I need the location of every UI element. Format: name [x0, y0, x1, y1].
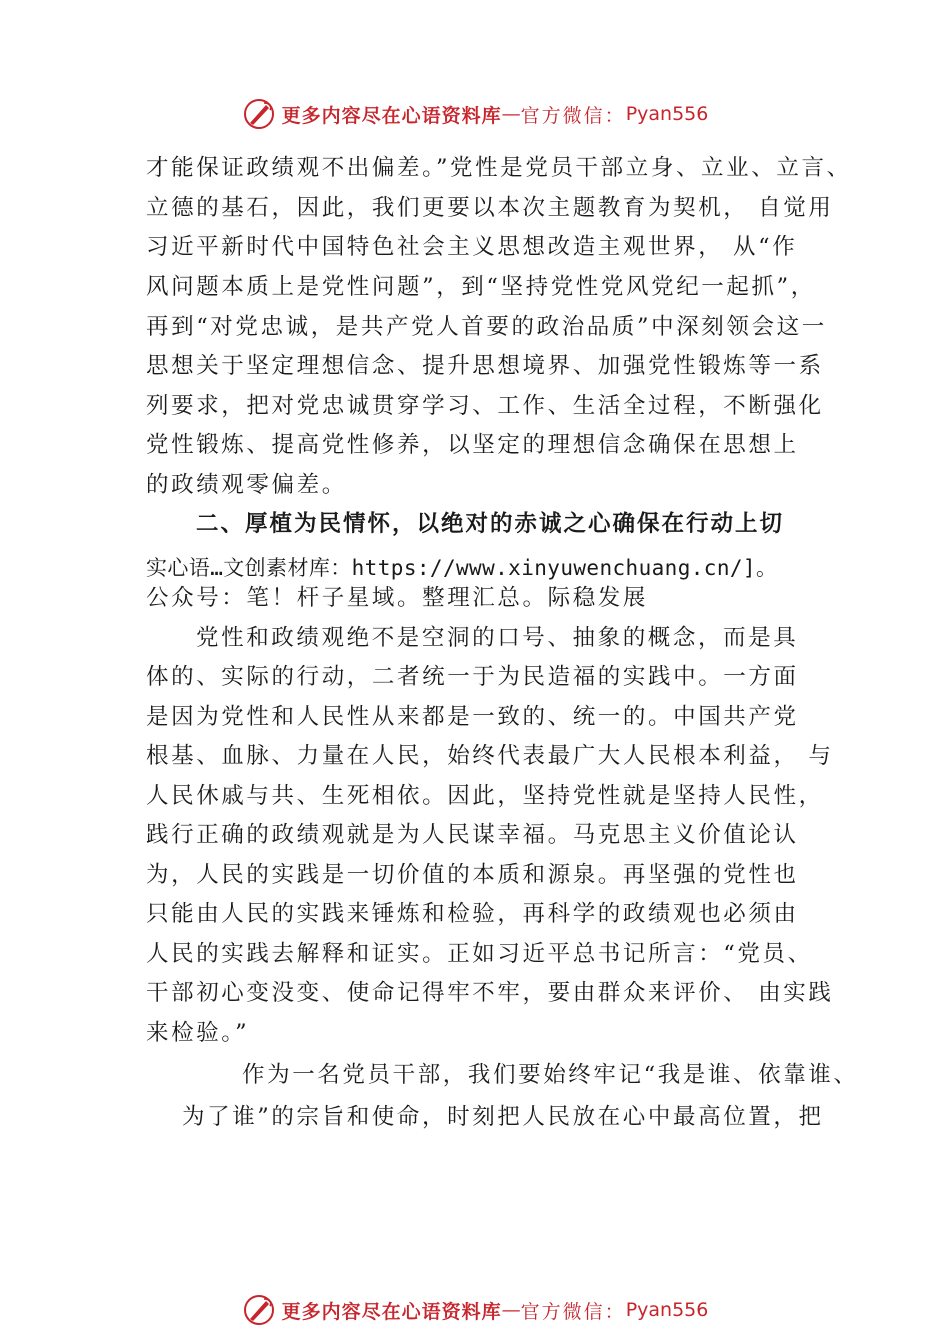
banner-brand: 更多内容尽在心语资料库	[281, 104, 502, 127]
text-line: 作为一名党员干部，我们要始终牢记“我是谁、依靠谁、	[242, 1062, 859, 1088]
quill-logo-icon	[242, 1293, 276, 1327]
text-line: 的政绩观零偏差。	[146, 472, 347, 498]
text-line: 风问题本质上是党性问题”，到“坚持党性党风党纪一起抓”，	[146, 274, 816, 300]
banner-account: Pyan556	[625, 103, 709, 125]
section-heading: 二、厚植为民情怀，以绝对的赤诚之心确保在行动上切	[196, 511, 785, 537]
banner-wechat-label: 官方微信：	[520, 104, 626, 127]
footer-watermark	[0, 1290, 950, 1330]
text-line: 人民的实践去解释和证实。正如习近平总书记所言：“党员、	[146, 941, 813, 967]
text-line: 党性锻炼、提高党性修养，以坚定的理想信念确保在思想上	[146, 432, 799, 458]
text-line: 才能保证政绩观不出偏差。”党性是党员干部立身、立业、立言、	[146, 155, 852, 181]
source-note-line: 公众号：笔！杆子星域。整理汇总。际稳发展	[146, 585, 649, 611]
banner-dash: —	[501, 103, 521, 125]
banner-brand: 更多内容尽在心语资料库	[281, 1300, 502, 1323]
text-line: 是因为党性和人民性从来都是一致的、统一的。中国共产党	[146, 704, 799, 730]
text-line: 为了谁”的宗旨和使命，时刻把人民放在心中最高位置，把	[182, 1104, 824, 1130]
banner-dash: —	[501, 1299, 521, 1321]
text-line: 来检验。”	[146, 1020, 250, 1046]
text-line: 干部初心变没变、使命记得牢不牢，要由群众来评价、 由实践	[146, 980, 834, 1006]
text-line: 为，人民的实践是一切价值的本质和源泉。再坚强的党性也	[146, 862, 799, 888]
banner-account: Pyan556	[625, 1299, 709, 1321]
text-line: 列要求，把对党忠诚贯穿学习、工作、生活全过程，不断强化	[146, 393, 824, 419]
text-line: 思想关于坚定理想信念、提升思想境界、加强党性锻炼等一系	[146, 353, 824, 379]
text-line: 党性和政绩观绝不是空洞的口号、抽象的概念，而是具	[196, 625, 799, 651]
text-line: 习近平新时代中国特色社会主义思想改造主观世界， 从“作	[146, 234, 798, 260]
quill-logo-icon	[242, 97, 276, 131]
source-note-line: 实心语…文创素材库：https://www.xinyuwenchuang.cn/]。	[146, 556, 778, 580]
text-line: 再到“对党忠诚，是共产党人首要的政治品质”中深刻领会这一	[146, 314, 827, 340]
text-line: 体的、实际的行动，二者统一于为民造福的实践中。一方面	[146, 664, 799, 690]
header-watermark	[0, 94, 950, 134]
text-line: 立德的基石，因此，我们更要以本次主题教育为契机， 自觉用	[146, 195, 834, 221]
text-line: 根基、血脉、力量在人民，始终代表最广大人民根本利益， 与	[146, 743, 834, 769]
text-line: 践行正确的政绩观就是为人民谋幸福。马克思主义价值论认	[146, 822, 799, 848]
text-line: 人民休戚与共、生死相依。因此，坚持党性就是坚持人民性，	[146, 783, 824, 809]
banner-wechat-label: 官方微信：	[520, 1300, 626, 1323]
text-line: 只能由人民的实践来锤炼和检验，再科学的政绩观也必须由	[146, 901, 799, 927]
